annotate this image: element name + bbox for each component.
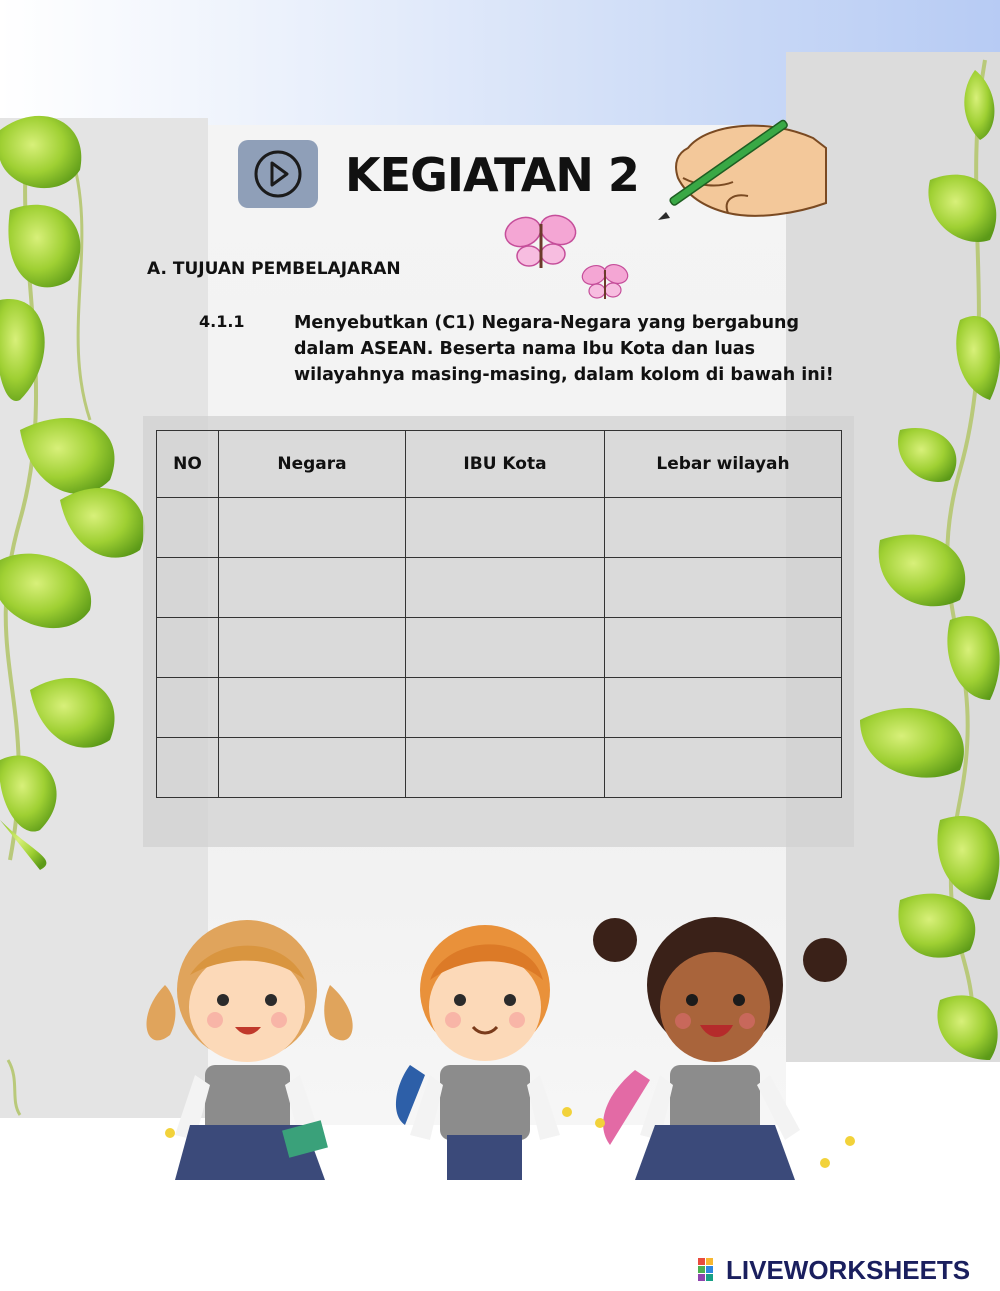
answer-cell[interactable]: [157, 618, 219, 678]
answer-cell[interactable]: [219, 618, 406, 678]
play-button[interactable]: [238, 140, 318, 208]
table-header-row: [157, 431, 842, 498]
column-header-lebar-wilayah: Lebar wilayah: [605, 431, 842, 498]
table-row: [157, 558, 842, 618]
answer-cell[interactable]: [157, 558, 219, 618]
answer-cell[interactable]: [605, 558, 842, 618]
answer-cell[interactable]: [157, 738, 219, 798]
answer-cell[interactable]: [406, 618, 605, 678]
objective-line: Menyebutkan (C1) Negara-Negara yang bergabung: [294, 313, 800, 333]
answer-cell[interactable]: [219, 558, 406, 618]
objective-line: wilayahnya masing-masing, dalam kolom di bawah ini!: [294, 365, 834, 385]
butterfly-icon: [503, 212, 578, 274]
objective-number: 4.1.1: [199, 312, 245, 331]
answer-cell[interactable]: [406, 678, 605, 738]
table-row: [157, 738, 842, 798]
liveworksheets-logo-icon: [698, 1258, 722, 1282]
logo-text: LIVEWORKSHEETS: [726, 1254, 971, 1285]
answer-cell[interactable]: [219, 678, 406, 738]
boy-middle-figure: [396, 925, 560, 1180]
answer-table: [156, 430, 842, 798]
play-circle-icon: [249, 146, 307, 202]
butterfly-icon: [580, 262, 630, 302]
objective-line: dalam ASEAN. Beserta nama Ibu Kota dan luas: [294, 339, 755, 359]
answer-cell[interactable]: [157, 678, 219, 738]
table-row: [157, 498, 842, 558]
table-row: [157, 618, 842, 678]
girl-right-figure: [593, 917, 847, 1180]
answer-cell[interactable]: [605, 738, 842, 798]
answer-cell[interactable]: [605, 678, 842, 738]
section-heading: A. TUJUAN PEMBELAJARAN: [147, 259, 401, 279]
answer-cell[interactable]: [157, 498, 219, 558]
hand-with-pen-icon: [648, 108, 828, 228]
liveworksheets-logo[interactable]: [698, 1256, 970, 1284]
column-header-negara: Negara: [219, 431, 406, 498]
answer-cell[interactable]: [219, 738, 406, 798]
answer-cell[interactable]: [406, 498, 605, 558]
answer-cell[interactable]: [406, 558, 605, 618]
answer-cell[interactable]: [605, 498, 842, 558]
table-row: [157, 678, 842, 738]
school-children-illustration: [135, 895, 875, 1185]
answer-cell[interactable]: [406, 738, 605, 798]
column-header-no: NO: [157, 431, 219, 498]
column-header-ibu-kota: IBU Kota: [406, 431, 605, 498]
page-title: KEGIATAN 2: [345, 148, 639, 202]
girl-left-figure: [146, 920, 352, 1180]
answer-cell[interactable]: [605, 618, 842, 678]
objective-text: [294, 310, 884, 388]
answer-cell[interactable]: [219, 498, 406, 558]
